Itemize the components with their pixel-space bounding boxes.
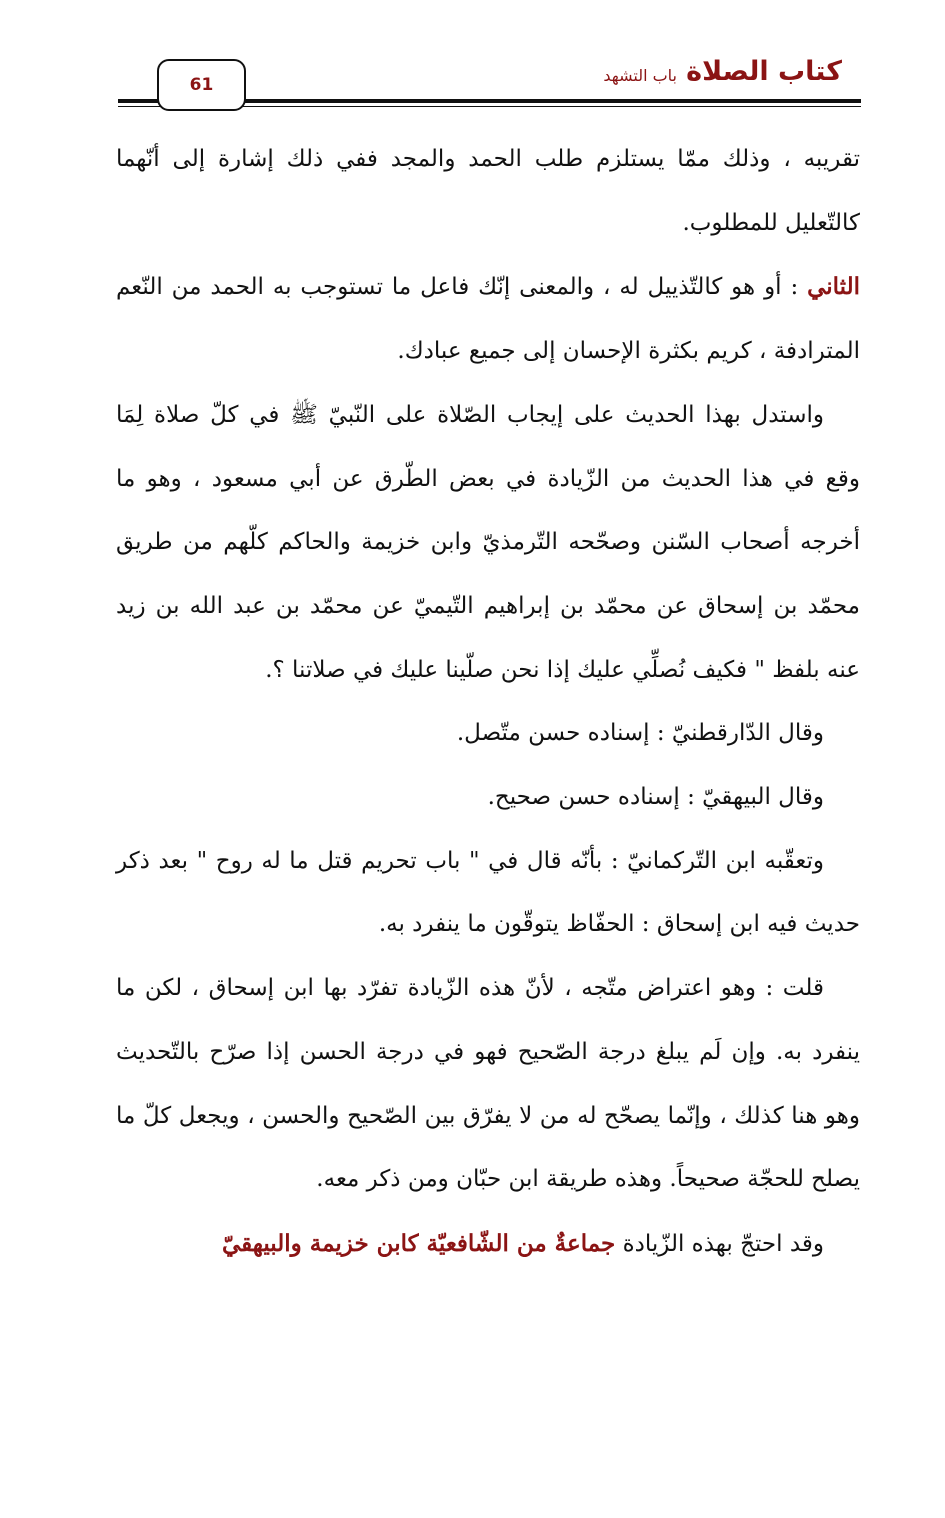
highlighted-phrase: جماعةٌ من الشّافعيّة كابن خزيمة والبيهقيّ	[221, 1229, 616, 1257]
page-number: 61	[189, 75, 214, 95]
paragraph-text: : أو هو كالتّذييل له ، والمعنى إنّك فاعل ما تستوجب به الحمد من النّعم المترادفة ، كريم بكثرة الإحسان إلى جميع عبادك.	[116, 274, 860, 365]
paragraph-2	[116, 255, 860, 383]
chapter-title: باب التشهد	[603, 66, 677, 85]
paragraph-4	[116, 702, 860, 766]
page-header	[0, 0, 945, 120]
paragraph-7	[116, 957, 860, 1212]
paragraph-text: وقد احتجّ بهذه الزّيادة	[615, 1230, 824, 1257]
paragraph-5	[116, 766, 860, 830]
paragraph-3	[116, 384, 860, 703]
paragraph-8	[116, 1212, 860, 1277]
page-number-badge	[157, 59, 246, 111]
paragraph-text: وتعقّبه ابن التّركمانيّ : بأنّه قال في " باب تحريم قتل ما له روح " بعد ذكر حديث فيه ابن إسحاق : الحفّاظ يتوقّون ما ينفرد به.	[116, 847, 860, 938]
paragraph-text: قلت : وهو اعتراض متّجه ، لأنّ هذه الزّيادة تفرّد بها ابن إسحاق ، لكن ما ينفرد به. وإن لَم يبلغ درجة الصّحيح فهو في درجة الحسن إذا صرّح بالتّحديث وهو هنا كذلك ، وإنّما يصحّح له من لا يفرّق بين الصّحيح والحسن ، ويجعل كلّ ما يصلح للحجّة صحيحاً. وهذه طريقة ابن حبّان ومن ذكر معه.	[116, 975, 860, 1193]
paragraph-text: واستدل بهذا الحديث على إيجاب الصّلاة على النّبيّ ﷺ في كلّ صلاة لِمَا وقع في هذا الحديث من الزّيادة في بعض الطّرق عن أبي مسعود ، وهو ما أخرجه أصحاب السّنن وصحّحه التّرمذيّ وابن خزيمة والحاكم كلّهم من طريق محمّد بن إسحاق عن محمّد بن إبراهيم التّيميّ عن محمّد بن عبد الله بن زيد عنه بلفظ " فكيف نُصلِّي عليك إذا نحن صلّينا عليك في صلاتنا ؟.	[116, 401, 860, 683]
section-label: الثاني	[807, 273, 860, 301]
paragraph-text: تقريبه ، وذلك ممّا يستلزم طلب الحمد والمجد ففي ذلك إشارة إلى أنّهما كالتّعليل للمطلوب.	[116, 146, 860, 236]
paragraph-6	[116, 830, 860, 957]
book-title: كتاب الصلاة	[686, 56, 842, 87]
paragraph-text: وقال البيهقيّ : إسناده حسن صحيح.	[487, 784, 824, 811]
paragraph-1	[116, 128, 860, 255]
paragraph-text: وقال الدّارقطنيّ : إسناده حسن متّصل.	[456, 720, 824, 747]
page-body	[116, 128, 860, 1277]
